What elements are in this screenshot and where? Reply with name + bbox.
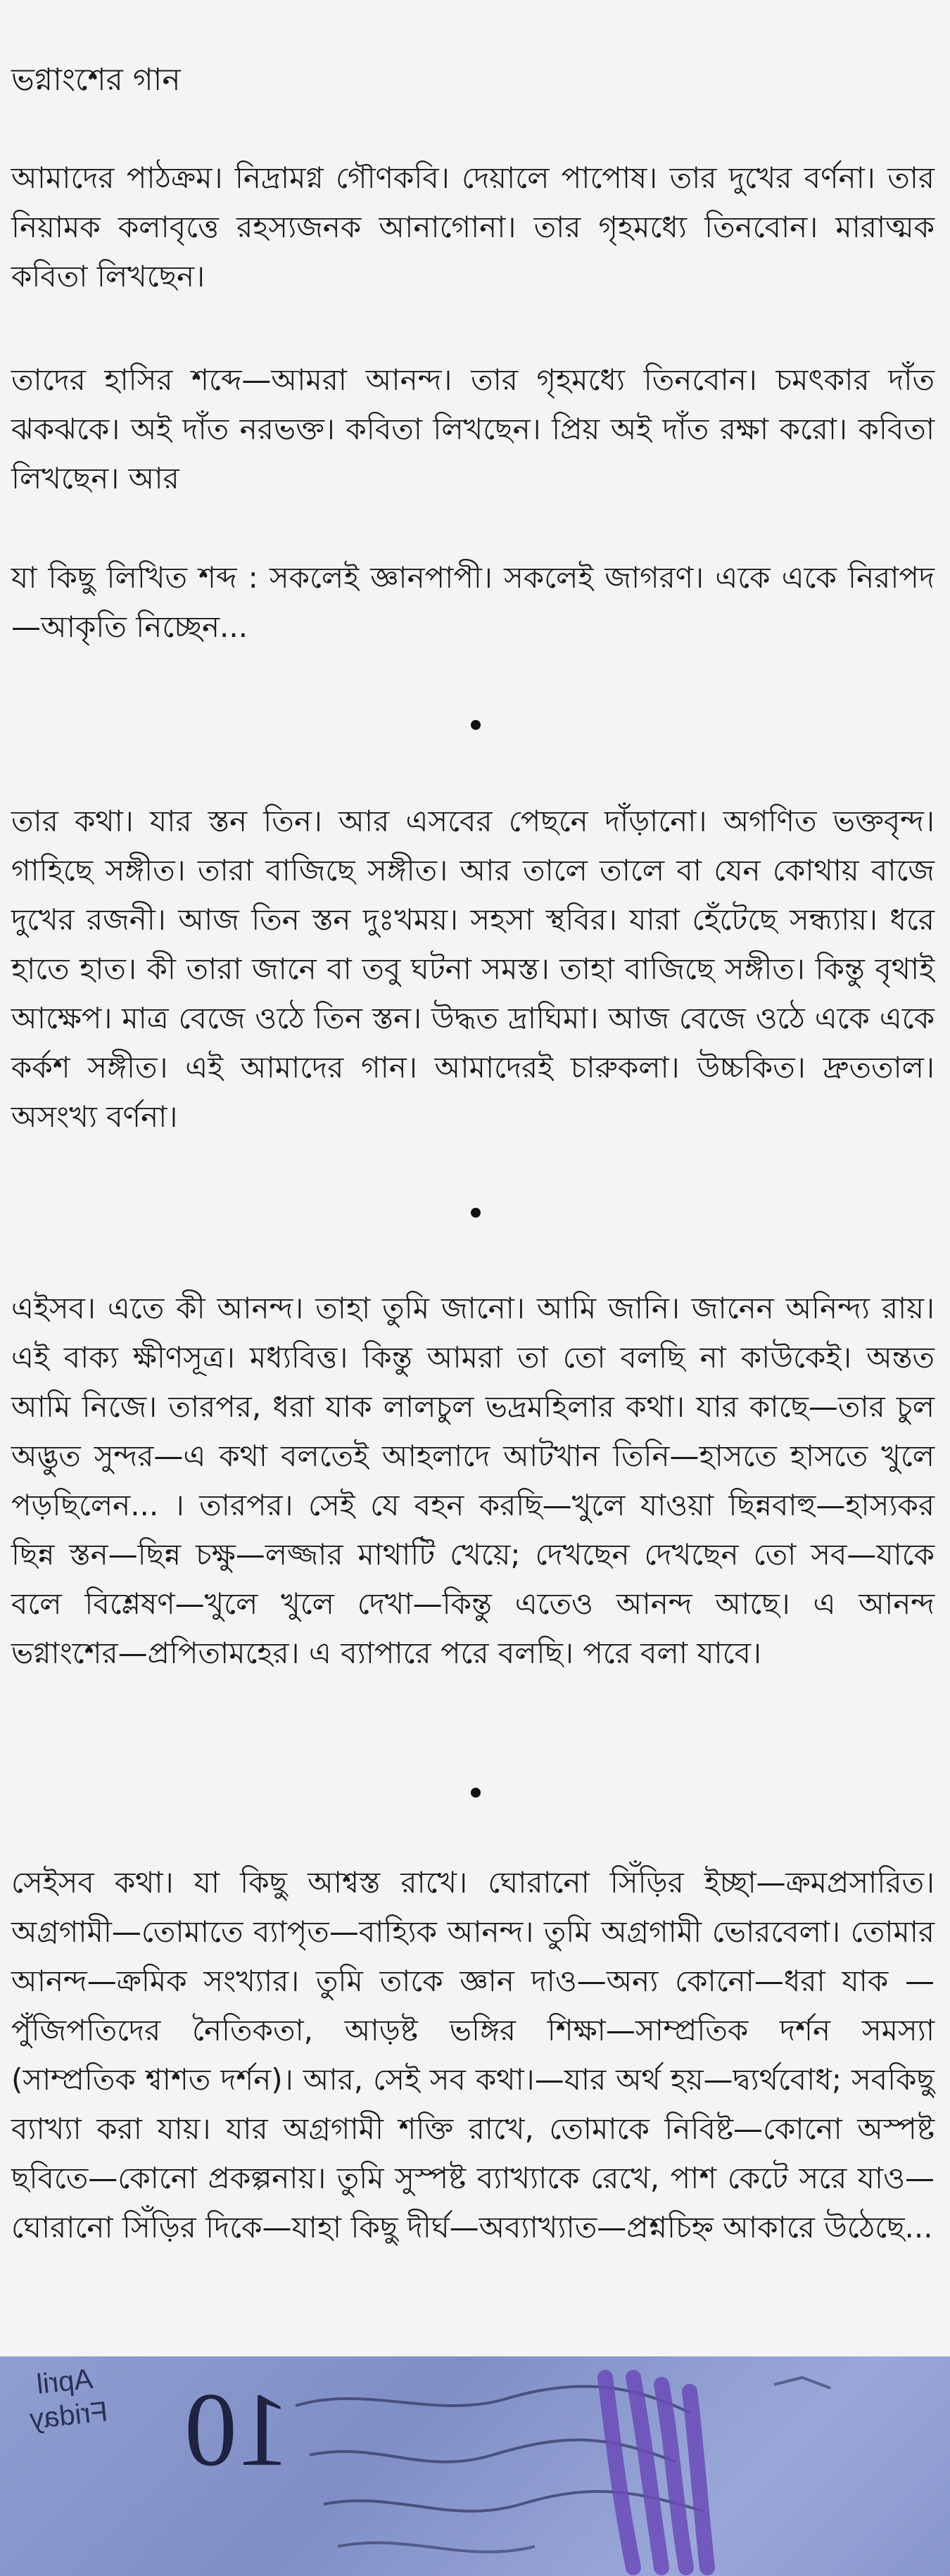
calendar-month: April bbox=[34, 2363, 95, 2401]
calendar-scan-strip bbox=[0, 2356, 950, 2576]
section-divider-dot bbox=[471, 1208, 481, 1218]
section-divider-dot bbox=[471, 1788, 481, 1798]
calendar-date: 10 bbox=[184, 2371, 290, 2488]
paragraph: তাদের হাসির শব্দে—আমরা আনন্দ। তার গৃহমধ্যে তিনবোন। চমৎকার দাঁত ঝকঝকে। অই দাঁত নরভক্ত। কবিতা লিখছেন। প্রিয় অই দাঁত রক্ষা করো। কবিতা লিখছেন। আর bbox=[11, 362, 935, 495]
paragraph: সেইসব কথা। যা কিছু আশ্বস্ত রাখে। ঘোরানো সিঁড়ির ইচ্ছা—ক্রমপ্রসারিত। অগ্রগামী—তোমাতে ব্যাপৃত—বাহ্যিক আনন্দ। তুমি অগ্রগামী ভোরবেলা। তোমার আনন্দ—ক্রমিক সংখ্যার। তুমি তাকে জ্ঞান দাও—অন্য কোনো—ধরা যাক —পুঁজিপতিদের নৈতিকতা, আড়ষ্ট ভঙ্গির শিক্ষা—সাম্প্রতিক দর্শন সমস্যা (সাম্প্রতিক শ্বাশত দর্শন)। আর, সেই সব কথা।—যার অর্থ হয়—দ্ব্যর্থবোধ; সবকিছু ব্যাখ্যা করা যায়। যার অগ্রগামী শক্তি রাখে, তোমাকে নিবিষ্ট—কোনো অস্পষ্ট ছবিতে—কোনো প্রকল্পনায়। তুমি সুস্পষ্ট ব্যাখ্যাকে রেখে, পাশ কেটে সরে যাও—ঘোরানো সিঁড়ির দিকে—যাহা কিছু দীর্ঘ—অব্যাখ্যাত—প্রশ্নচিহ্ন আকারে উঠেছে... bbox=[11, 1865, 935, 2244]
handwriting-decoration bbox=[0, 2356, 950, 2576]
paragraph: তার কথা। যার স্তন তিন। আর এসবের পেছনে দাঁড়ানো। অগণিত ভক্তবৃন্দ। গাহিছে সঙ্গীত। তারা বাজিছে সঙ্গীত। আর তালে তালে বা যেন কোথায় বাজে দুখের রজনী। আজ তিন স্তন দুঃখময়। সহসা স্থবির। যারা হেঁটেছে সন্ধ্যায়। ধরে হাতে হাত। কী তারা জানে বা তবু ঘটনা সমস্ত। তাহা বাজিছে সঙ্গীত। কিন্তু বৃথাই আক্ষেপ। মাত্র বেজে ওঠে তিন স্তন। উদ্ধত দ্রাঘিমা। আজ বেজে ওঠে একে একে কর্কশ সঙ্গীত। এই আমাদের গান। আমাদেরই চারুকলা। উচ্চকিত। দ্রুততাল। অসংখ্য বর্ণনা। bbox=[11, 804, 935, 1134]
paragraph: আমাদের পাঠক্রম। নিদ্রামগ্ন গৌণকবি। দেয়ালে পাপোষ। তার দুখের বর্ণনা। তার নিয়ামক কলাবৃত্তে রহস্যজনক আনাগোনা। তার গৃহমধ্যে তিনবোন। মারাত্মক কবিতা লিখছেন। bbox=[11, 160, 935, 293]
paragraph: এইসব। এতে কী আনন্দ। তাহা তুমি জানো। আমি জানি। জানেন অনিন্দ্য রায়। এই বাক্য ক্ষীণসূত্র। মধ্যবিত্ত। কিন্তু আমরা তা তো বলছি না কাউকেই। অন্তত আমি নিজে। তারপর, ধরা যাক লালচুল ভদ্রমহিলার কথা। যার কাছে—তার চুল অদ্ভুত সুন্দর—এ কথা বলতেই আহলাদে আটখান তিনি—হাসতে হাসতে খুলে পড়ছিলেন... । তারপর। সেই যে বহন করছি—খুলে যাওয়া ছিন্নবাহু—হাস্যকর ছিন্ন স্তন—ছিন্ন চক্ষু—লজ্জার মাথাটি খেয়ে; দেখছেন দেখছেন তো সব—যাকে বলে বিশ্লেষণ—খুলে খুলে দেখা—কিন্তু এতেও আনন্দ আছে। এ আনন্দ ভগ্নাংশের—প্রপিতামহের। এ ব্যাপারে পরে বলছি। পরে বলা যাবে। bbox=[11, 1291, 935, 1670]
section-divider-dot bbox=[471, 720, 481, 730]
poem-title: ভগ্নাংশের গান bbox=[11, 62, 181, 98]
calendar-day: Friday bbox=[27, 2396, 110, 2435]
paragraph: যা কিছু লিখিত শব্দ : সকলেই জ্ঞানপাপী। সকলেই জাগরণ। একে একে নিরাপদ—আকৃতি নিচ্ছেন... bbox=[11, 560, 935, 644]
